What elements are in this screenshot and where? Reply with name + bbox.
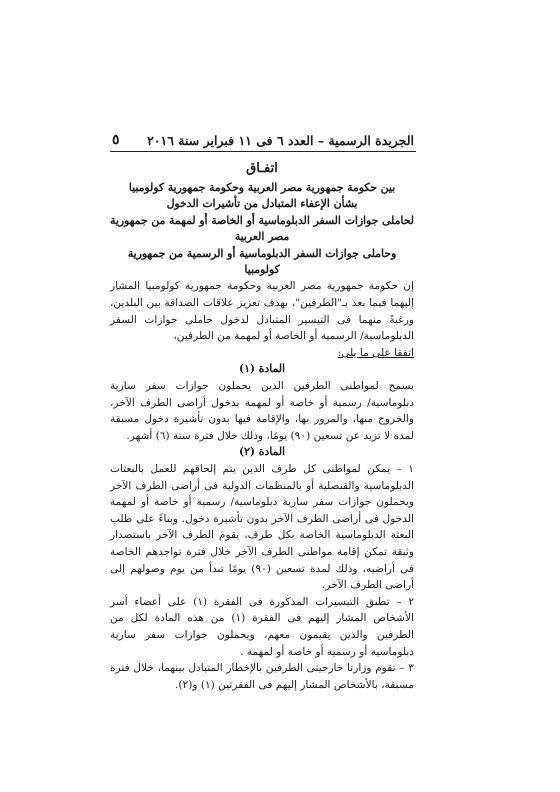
- agreement-body: [110, 158, 414, 693]
- subtitle-line: بين حكومة جمهورية مصر العربية وحكومة جمهورية كولومبيا: [128, 181, 396, 194]
- agreement-title: اتفـاق: [246, 161, 278, 176]
- article-paragraph: يسمح لمواطنى الطرفين الذين يحملون جوازات سفر سارية دبلوماسية/ رسمية أو خاصة أو لمهمة بدخول أراضى الطرف الآخر، والخروج منها، والمرور بها، والإقامة فيها بدون تأشيرة دخول مسبقة لمدة لا تزيد عن تسعين (٩٠) يومًا، وذلك خلال فترة ستة (٦) أشهر.: [110, 380, 414, 442]
- page-number: ٥: [112, 132, 120, 148]
- article-paragraph: ٢ – تطبق التيسيرات المذكورة فى الفقرة (١) على أعضاء أسر الأشخاص المشار إليهم فى الفقرة (١) من هذه المادة لكل من الطرفين والذين يقيمون معهم، ويحملون جوازات سفر سارية دبلوماسية أو رسمية أو خاصة أو لمهمة .: [110, 595, 415, 658]
- gazette-issue-title: الجريدة الرسمية – العدد ٦ فى ١١ فبراير سنة ٢٠١٦: [147, 133, 414, 148]
- subtitle-line: بشأن الإعفاء المتبادل من تأشيرات الدخول: [166, 197, 358, 211]
- article-paragraph: ١ – يمكن لمواطنى كل طرف الذين يتم إلحاقهم للعمل بالبعثات الدبلوماسية والقنصلية أو بالمنظمات الدولية فى أراضى الطرف الآخر ويحملون جوازات سفر سارية دبلوماسية/ رسمية أو خاصة أو لمهمة الدخول فى أراضى الطرف الآخر بدون تأشيرة دخول. وبناءً على طلب البعثة الدبلوماسية الخاصة بكل طرف، يقوم الطرف الآخر باستصدار وثيقة تمكن إقامة مواطنى الطرف الآخر خلال فترة تواجدهم الخاصة فى أراضيه، وذلك لمدة تسعين (٩٠) يومًا تبدأ من يوم وصولهم إلى أراضى الطرف الآخر.: [110, 462, 414, 592]
- subtitle-line: لحاملى جوازات السفر الدبلوماسية أو الخاصة أو لمهمة من جمهورية مصر العربية: [110, 213, 414, 244]
- subtitle-line: وحاملى جوازات السفر الدبلوماسية أو الرسمية من جمهورية كولومبيا: [127, 246, 397, 277]
- article-heading: المادة (٢): [238, 445, 286, 459]
- agreed-text: اتفقا على ما يلى:: [337, 346, 414, 359]
- page-header: [112, 126, 414, 148]
- article-paragraph: ٣ – تقوم وزارتا خارجيتى الطرفين بالإخطار المتبادل بينهما، خلال فترة مسبقة، بالأشخاص المشار إليهم فى الفقرتين (١) و(٢).: [110, 662, 414, 691]
- article-heading: المادة (١): [238, 362, 286, 376]
- agreed-statement: [110, 345, 414, 362]
- header-divider: [110, 151, 416, 152]
- preamble-paragraph: إن حكومة جمهورية مصر العربية وحكومة جمهورية كولومبيا المشار إليهما فيما بعد بـ"الطرفين"، بهدف تعزيز علاقات الصداقة بين البلدين، ورغبةً منهما فى التيسير المتبادل لدخول حاملى جوازات السفر الدبلوماسية/ الرسمية أو الخاصة أو لمهمة من الطرفين،: [110, 280, 414, 343]
